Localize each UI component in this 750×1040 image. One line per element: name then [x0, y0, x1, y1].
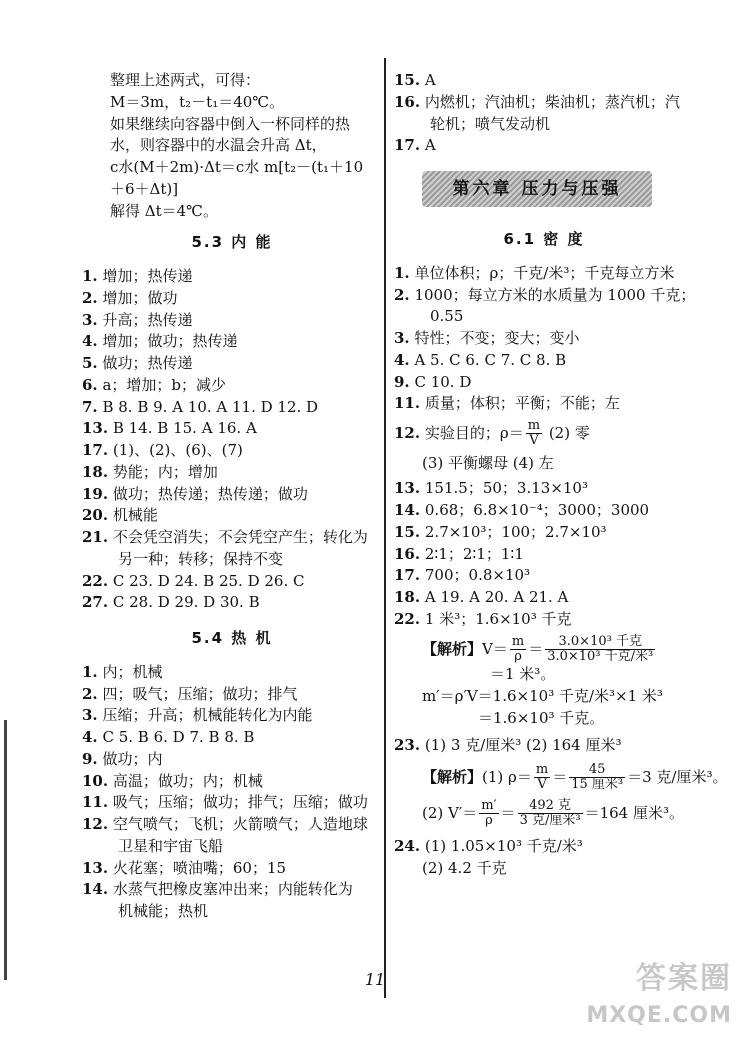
answer-item: [82, 662, 382, 684]
denominator: V: [529, 433, 539, 449]
item-number: 10.: [82, 771, 109, 790]
item-number: 19.: [82, 484, 109, 503]
analysis-22: [394, 635, 694, 730]
item-text: 单位体积；ρ；千克/米³；千克每立方米: [414, 263, 675, 282]
denominator: 3 克/厘米³: [519, 813, 581, 829]
fraction: [534, 763, 550, 793]
answer-item: [394, 609, 694, 631]
item-text: (1)、(2)、(6)、(7): [112, 441, 243, 459]
item-text: C 28. D 29. D 30. B: [112, 593, 260, 612]
answer-item: [82, 792, 382, 814]
answer-item: [82, 684, 382, 706]
item-number: 14.: [82, 880, 109, 899]
fraction: [545, 635, 655, 665]
item-number: 17.: [394, 566, 421, 585]
answer-item: [394, 372, 694, 394]
watermark-text: 答案圈: [636, 960, 732, 996]
analysis-text: (2) V′＝: [422, 803, 478, 822]
answer-item: [394, 393, 694, 415]
item-number: 1.: [394, 263, 410, 282]
item-number: 15.: [394, 71, 421, 89]
chapter-banner: 第六章 压力与压强: [422, 171, 652, 207]
analysis-line: [394, 799, 694, 829]
answer-item: [82, 749, 382, 771]
item-number: 9.: [394, 372, 410, 391]
item-text: 势能；内；增加: [112, 462, 218, 481]
item-number: 21.: [82, 528, 109, 546]
fraction: [526, 419, 542, 449]
right-column: [394, 70, 728, 880]
answer-item: [394, 587, 694, 609]
analysis-line: ＝1 米³。: [490, 665, 556, 684]
answer-item: [82, 266, 382, 288]
answer-list-6-1: [394, 263, 694, 415]
section-heading-5-3: 5.3 内 能: [191, 233, 273, 252]
intro-line: c水(M＋2m)·Δt＝c水 m[t₂－(t₁＋10: [110, 158, 364, 176]
answer-item: [82, 879, 382, 901]
item-number: 2.: [82, 288, 98, 307]
numerator: m: [535, 762, 549, 778]
item-number: 17.: [82, 441, 109, 459]
answer-item: [82, 705, 382, 727]
intro-line: 如果继续向容器中倒入一杯同样的热: [110, 114, 351, 133]
item-text: 实验目的；ρ＝: [424, 423, 524, 442]
fraction: [479, 799, 498, 829]
answer-item: [394, 419, 694, 449]
numerator: m: [511, 633, 525, 649]
fraction: [518, 799, 583, 829]
left-column: [82, 70, 382, 923]
intro-line: 整理上述两式，可得：: [110, 71, 261, 89]
item-number: 4.: [82, 332, 98, 351]
answer-item: [394, 135, 694, 157]
item-text: A: [424, 136, 436, 155]
intro-line: 解得 Δt＝4℃。: [110, 201, 218, 220]
answer-item: [394, 350, 694, 372]
item-text: a；增加；b；减少: [102, 375, 226, 394]
item-text: 2∶1；2∶1；1∶1: [424, 544, 524, 563]
item-number: 11.: [82, 793, 109, 812]
intro-line: 水，则容器中的水温会升高 Δt，: [110, 136, 327, 155]
analysis-text: V＝: [482, 639, 508, 658]
item-number: 18.: [82, 462, 109, 481]
item-number: 23.: [394, 736, 421, 755]
item-number: 1.: [82, 662, 98, 681]
intro-line: M＝3m，t₂－t₁＝40℃。: [110, 92, 285, 111]
item-text: 内燃机；汽油机；柴油机；蒸汽机；汽: [424, 92, 680, 111]
item-number: 11.: [394, 394, 421, 413]
denominator: V: [537, 777, 547, 793]
item-number: 27.: [82, 593, 109, 612]
item-text: (2) 零: [544, 423, 590, 442]
denominator: 15 厘米³: [571, 777, 624, 793]
item-text: 空气喷气；飞机；火箭喷气；人造地球: [112, 815, 368, 833]
item-number: 9.: [82, 749, 98, 768]
answer-list-6-1b: [394, 478, 694, 630]
answer-item: [82, 288, 382, 310]
analysis-text: ＝: [528, 639, 544, 658]
item-text: 做功；热传递: [102, 354, 193, 372]
answer-item: [82, 527, 382, 549]
answer-item: [394, 285, 694, 307]
item-text: 2.7×10³；100；2.7×10³: [424, 522, 607, 541]
item-number: 15.: [394, 522, 421, 541]
denominator: ρ: [485, 813, 493, 829]
item-number: 17.: [394, 136, 421, 155]
answer-continuation: [394, 306, 694, 328]
item-text: 卫星和宇宙飞船: [118, 836, 224, 855]
numerator: m′: [481, 797, 497, 813]
item-text: 另一种；转移；保持不变: [118, 549, 284, 568]
answer-list-5-3: [82, 266, 382, 614]
item-number: 16.: [394, 92, 421, 111]
answer-continuation: [82, 549, 382, 571]
item-number: 3.: [82, 706, 98, 725]
answer-item: [82, 814, 382, 836]
item-text: 四；吸气；压缩；做功；排气: [102, 684, 298, 703]
item-number: 4.: [82, 728, 98, 746]
answer-item: [82, 571, 382, 593]
answer-item: [394, 836, 694, 858]
analysis-text: ＝: [552, 767, 568, 786]
column-divider: [384, 58, 386, 998]
item-number: 12.: [82, 815, 109, 833]
answer-continuation: (2) 4.2 千克: [422, 859, 507, 878]
numerator: 3.0×10³ 千克: [545, 635, 655, 650]
page-number: 11: [364, 970, 386, 989]
analysis-tag: 【解析】: [422, 767, 483, 786]
fraction: [510, 635, 526, 665]
analysis-text: (1) ρ＝: [482, 767, 532, 786]
item-number: 1.: [82, 267, 98, 285]
item-text: 机械能: [112, 506, 158, 525]
item-number: 6.: [82, 375, 98, 394]
item-number: 12.: [394, 423, 421, 442]
item-text: C 23. D 24. B 25. D 26. C: [112, 571, 305, 590]
item-text: B 8. B 9. A 10. A 11. D 12. D: [102, 397, 319, 416]
item-text: A: [424, 71, 436, 89]
item-text: 升高；热传递: [102, 310, 193, 329]
item-text: 水蒸气把橡皮塞冲出来；内能转化为: [112, 880, 353, 899]
analysis-tag: 【解析】: [422, 639, 483, 658]
item-number: 16.: [394, 544, 421, 563]
item-number: 24.: [394, 837, 421, 856]
answer-item: [82, 353, 382, 375]
intro-line: ＋6＋Δt)]: [110, 179, 179, 198]
item-text: 高温；做功；内；机械: [112, 771, 263, 790]
item-text: 增加；做功: [102, 288, 178, 307]
answer-item: [82, 727, 382, 749]
scan-edge-mark: [4, 720, 7, 980]
answer-item: [82, 418, 382, 440]
item-number: 7.: [82, 397, 98, 416]
answer-continuation: [82, 836, 382, 858]
answer-item: [394, 565, 694, 587]
answer-item: [394, 478, 694, 500]
answer-item: [82, 592, 382, 614]
answer-continuation: (3) 平衡螺母 (4) 左: [422, 453, 554, 472]
fraction: [569, 763, 625, 793]
item-text: 151.5；50；3.13×10³: [424, 479, 588, 498]
watermark-domain: MXQE.COM: [586, 1003, 732, 1029]
answer-item: [82, 397, 382, 419]
answer-item: [82, 505, 382, 527]
item-text: 700；0.8×10³: [424, 566, 531, 585]
answer-item: [82, 440, 382, 462]
item-number: 2.: [394, 285, 410, 304]
answer-item: [394, 522, 694, 544]
answer-item: [394, 70, 694, 92]
item-text: 不会凭空消失；不会凭空产生；转化为: [112, 528, 368, 546]
analysis-text: ＝3 克/厘米³。: [627, 767, 728, 786]
analysis-line: [394, 762, 728, 793]
item-number: 13.: [82, 419, 109, 438]
item-text: C 10. D: [414, 372, 472, 391]
section-heading-6-1: 6.1 密 度: [503, 230, 585, 248]
item-text: B 14. B 15. A 16. A: [112, 419, 257, 438]
item-number: 22.: [82, 571, 109, 590]
item-text: 做功；热传递；热传递；做功: [112, 484, 308, 503]
intro-block: [82, 70, 382, 222]
numerator: 492 克: [518, 799, 583, 814]
answer-item: [394, 544, 694, 566]
answer-item: [82, 462, 382, 484]
denominator: ρ: [514, 648, 522, 664]
item-text: 特性；不变；变大；变小: [414, 329, 580, 347]
analysis-text: ＝164 厘米³。: [584, 803, 684, 822]
answer-item: [82, 375, 382, 397]
item-text: 机械能；热机: [118, 902, 209, 920]
answer-list-5-4: [82, 662, 382, 923]
analysis-line: m′＝ρ′V＝1.6×10³ 千克/米³×1 米³: [422, 686, 663, 705]
item-text: 1 米³；1.6×10³ 千克: [424, 609, 572, 628]
item-text: 吸气；压缩；做功；排气；压缩；做功: [112, 793, 368, 812]
item-text: 0.55: [430, 307, 464, 326]
answer-item: [82, 858, 382, 880]
answer-item: [82, 484, 382, 506]
item-text: 压缩；升高；机械能转化为内能: [102, 706, 313, 725]
item-number: 13.: [394, 479, 421, 498]
answer-item: [82, 331, 382, 353]
item-text: (1) 1.05×10³ 千克/米³: [424, 837, 583, 856]
section-heading-5-4: 5.4 热 机: [191, 629, 273, 647]
answer-item: [394, 263, 694, 285]
item-text: A 19. A 20. A 21. A: [424, 588, 569, 607]
item-number: 18.: [394, 588, 421, 607]
item-number: 3.: [394, 329, 410, 347]
answer-item: [394, 92, 694, 114]
analysis-line: [394, 635, 694, 665]
answer-item: [82, 310, 382, 332]
item-text: 1000；每立方米的水质量为 1000 千克；: [414, 285, 696, 304]
numerator: 45: [569, 763, 625, 778]
item-text: 0.68；6.8×10⁻⁴；3000；3000: [424, 501, 650, 520]
item-text: 内；机械: [102, 662, 163, 681]
answer-continuation: [82, 901, 382, 923]
answer-item: [394, 328, 694, 350]
answer-item: [394, 500, 694, 522]
item-number: 2.: [82, 684, 98, 703]
item-text: 质量；体积；平衡；不能；左: [424, 394, 620, 413]
item-text: 做功；内: [102, 749, 163, 768]
item-number: 4.: [394, 350, 410, 369]
item-text: C 5. B 6. D 7. B 8. B: [102, 728, 255, 746]
analysis-text: ＝: [500, 803, 516, 822]
item-text: 火花塞；喷油嘴；60；15: [112, 858, 287, 877]
item-text: 增加；做功；热传递: [102, 332, 238, 351]
item-number: 22.: [394, 609, 421, 628]
item-number: 14.: [394, 501, 421, 520]
item-number: 20.: [82, 506, 109, 525]
item-number: 3.: [82, 310, 98, 329]
item-text: (1) 3 克/厘米³ (2) 164 厘米³: [424, 736, 622, 755]
analysis-line: ＝1.6×10³ 千克。: [478, 708, 605, 727]
answer-continuation: [394, 114, 694, 136]
item-text: 轮机；喷气发动机: [430, 114, 551, 133]
item-number: 13.: [82, 858, 109, 877]
answer-list-5-4-cont: [394, 70, 694, 157]
item-text: A 5. C 6. C 7. C 8. B: [414, 350, 567, 369]
watermark-logo: [586, 957, 732, 1032]
numerator: m: [527, 418, 541, 433]
item-text: 增加；热传递: [102, 267, 193, 285]
answer-item: [394, 735, 694, 757]
item-number: 5.: [82, 354, 98, 372]
denominator: 3.0×10³ 千克/米³: [547, 648, 654, 664]
answer-item: [82, 771, 382, 793]
